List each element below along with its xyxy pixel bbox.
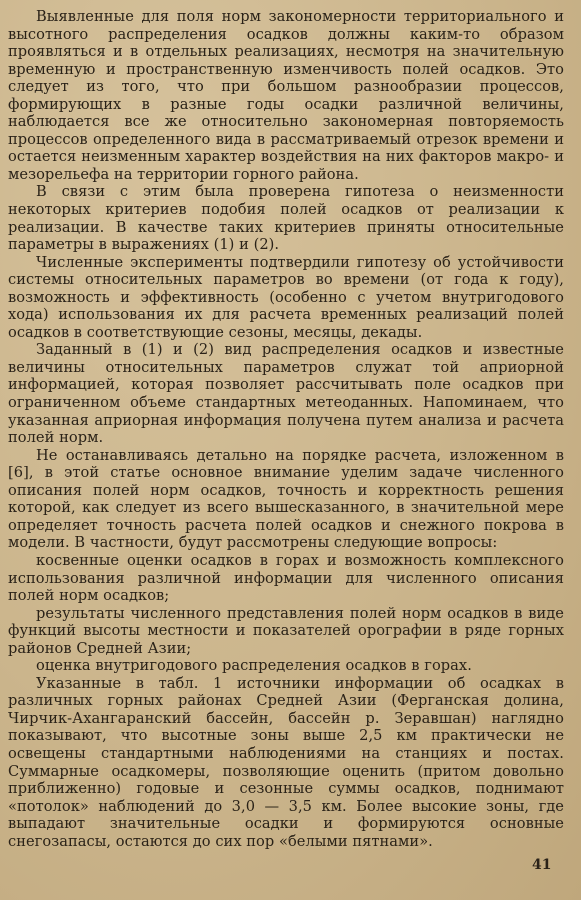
list-item: результаты численного представления полей норм осадков в виде функций высоты местности и показателей орографии в ряде горных районов Средней Азии; — [8, 604, 564, 657]
list-item: косвенные оценки осадков в горах и возможность комплексного использования различной информации для численного описания полей норм осадков; — [8, 551, 564, 605]
paragraph: Указанные в табл. 1 источники информации об осадках в различных горных районах Средней Азии (Ферганская долина, Чирчик-Ахангаранский бассейн, бассейн р. Зеравшан) наглядно показывают, что высотные зоны выше 2,5 км практически не освещены стандартными наблюдениями на станциях и постах. Суммарные осадкомеры, позволяющие оценить (притом довольно приближенно) годовые и сезонные суммы осадков, поднимают «потолок» наблюдений до 3,0 — 3,5 км. Более высокие зоны, где выпадают значительные осадки и формируются основные снегозапасы, остаются до сих пор «белыми пятнами». — [8, 674, 564, 850]
paragraph: Заданный в (1) и (2) вид распределения осадков и известные величины относительных параметров служат той априорной информацией, которая позволяет рассчитывать поле осадков при ограниченном объеме стандартных метеоданных. Напоминаем, что указанная априорная информация получена путем анализа и расчета полей норм. — [8, 341, 564, 447]
list-item: оценка внутригодового распределения осадков в горах. — [36, 657, 472, 675]
body-text — [8, 8, 564, 850]
paragraph: В связи с этим была проверена гипотеза о неизменности некоторых критериев подобия полей осадков от реализации к реализации. В качестве таких критериев приняты относительные параметры в выражениях (1) и (2). — [8, 183, 564, 254]
page-number: 41 — [532, 857, 552, 873]
paragraph: Численные эксперименты подтвердили гипотезу об устойчивости системы относительных параметров во времени (от года к году), возможность и эффективность (особенно с учетом внутригодового хода) использования их для расчета временных реализаций полей осадков в соответствующие сезоны, месяцы, декады. — [8, 253, 564, 341]
paragraph: Выявленные для поля норм закономерности территориального и высотного распределения осадков должны каким-то образом проявляться и в отдельных реализациях, несмотря на значительную временную и пространственную изменчивость полей осадков. Это следует из того, что при большом разнообразии процессов, формирующих в разные годы осадки различной величины, наблюдается все же относительно закономерная повторяемость процессов определенного вида в рассматриваемый отрезок времени и остается неизменным характер воздействия на них факторов макро- и мезорельефа на территории горного района. — [8, 8, 564, 183]
paragraph: Не останавливаясь детально на порядке расчета, изложенном в [6], в этой статье основное внимание уделим задаче численного описания полей норм осадков, точность и корректность решения которой, как следует из всего вышесказанного, в значительной мере определяет точность расчета полей осадков и снежного покрова в модели. В частности, будут рассмотрены следующие вопросы: — [8, 446, 564, 552]
